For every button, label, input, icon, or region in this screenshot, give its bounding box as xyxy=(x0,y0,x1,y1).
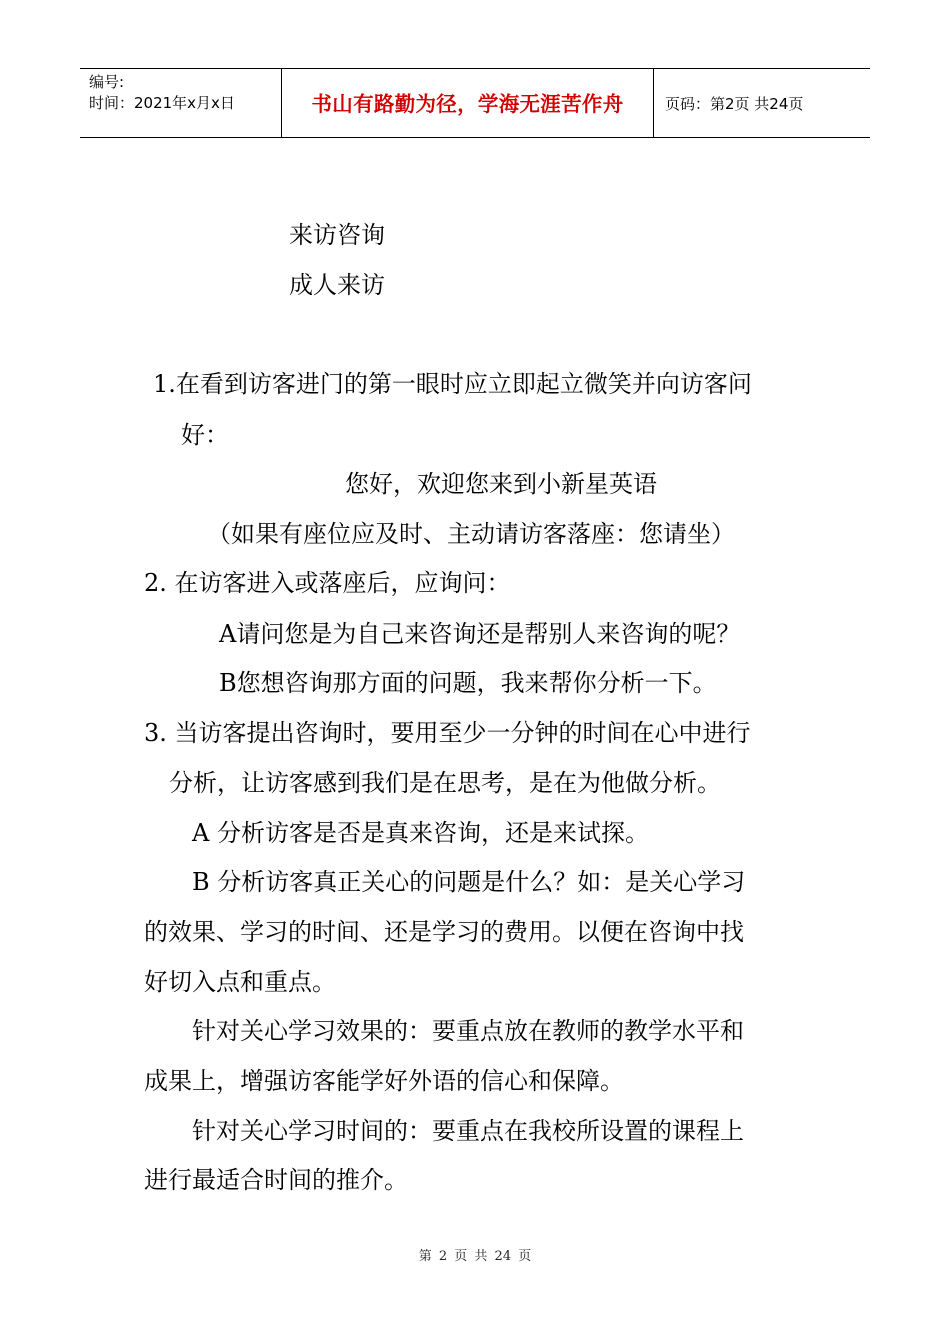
greeting-text: 您好，欢迎您来到小新星英语 xyxy=(345,470,657,498)
item-3-a: A 分析访客是否是真来咨询，还是来试探。 xyxy=(192,819,649,847)
item-3-b-line-1: B 分析访客真正关心的问题是什么？如：是关心学习 xyxy=(192,868,746,896)
page-footer: 第 2 页 共 24 页 xyxy=(418,1249,532,1264)
greeting-note: （如果有座位应及时、主动请访客落座：您请坐） xyxy=(207,520,735,548)
header-meta xyxy=(89,72,235,114)
item-2-b: B您想咨询那方面的问题，我来帮你分析一下。 xyxy=(219,669,717,697)
document-title: 来访咨询 xyxy=(289,221,385,249)
item-3-line-2: 分析，让访客感到我们是在思考，是在为他做分析。 xyxy=(169,769,721,797)
item-2-a: A请问您是为自己来咨询还是帮别人来咨询的呢？ xyxy=(219,620,741,648)
header-divider xyxy=(653,69,654,137)
document-time: 时间：2021年x月x日 xyxy=(89,94,235,112)
item-2: 2. 在访客进入或落座后，应询问： xyxy=(144,569,511,597)
item-3-line-1: 3. 当访客提出咨询时，要用至少一分钟的时间在心中进行 xyxy=(144,719,751,747)
item-1-line-2: 好： xyxy=(181,421,229,449)
item-1-line-1: 1.在看到访客进门的第一眼时应立即起立微笑并向访客问 xyxy=(153,370,752,398)
item-3-b-line-3: 好切入点和重点。 xyxy=(144,968,336,996)
time-paragraph-line-1: 针对关心学习时间的：要重点在我校所设置的课程上 xyxy=(192,1117,744,1145)
time-paragraph-line-2: 进行最适合时间的推介。 xyxy=(144,1166,408,1194)
header-page-info: 页码：第2页 共24页 xyxy=(665,95,804,113)
page-header xyxy=(80,68,870,138)
item-3-b-line-2: 的效果、学习的时间、还是学习的费用。以便在咨询中找 xyxy=(144,918,744,946)
document-number-label: 编号: xyxy=(89,73,125,91)
document-subtitle: 成人来访 xyxy=(289,271,385,299)
effect-paragraph-line-1: 针对关心学习效果的：要重点放在教师的教学水平和 xyxy=(192,1017,744,1045)
header-motto: 书山有路勤为径，学海无涯苦作舟 xyxy=(311,92,624,116)
effect-paragraph-line-2: 成果上，增强访客能学好外语的信心和保障。 xyxy=(144,1067,624,1095)
